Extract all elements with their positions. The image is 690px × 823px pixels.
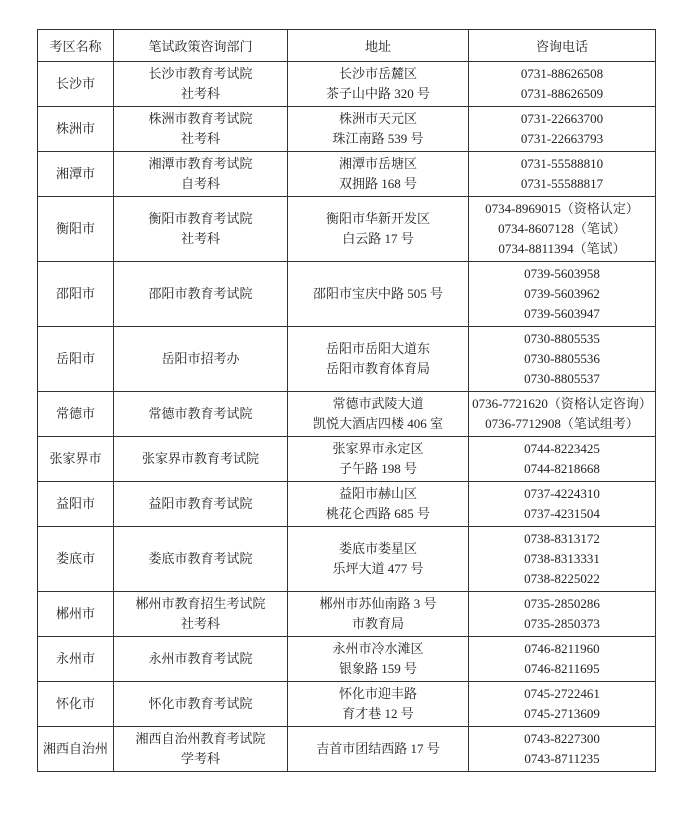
header-address: 地址 [288, 30, 469, 62]
phone-cell-line: 0731-55588810 [520, 156, 604, 171]
department-cell-line: 张家界市教育考试院 [141, 451, 259, 466]
address-cell [288, 527, 469, 592]
region-cell [38, 62, 114, 107]
table-row [38, 327, 656, 392]
region-cell [38, 152, 114, 197]
address-cell-line: 凯悦大酒店四楼 406 室 [312, 416, 443, 431]
table-row [38, 262, 656, 327]
department-cell-line: 益阳市教育考试院 [148, 496, 253, 511]
region-cell [38, 482, 114, 527]
phone-cell [469, 327, 656, 392]
phone-cell-line: 0731-88626508 [520, 66, 604, 81]
region-cell-line: 衡阳市 [55, 221, 95, 236]
address-cell-line: 银象路 159 号 [338, 661, 417, 676]
phone-cell [469, 107, 656, 152]
phone-cell-line: 0738-8313172 [524, 531, 600, 546]
phone-cell-line: 0735-2850286 [524, 596, 600, 611]
address-cell [288, 62, 469, 107]
phone-cell [469, 682, 656, 727]
address-cell-line: 市教育局 [351, 616, 404, 631]
region-cell-line: 株洲市 [55, 121, 95, 136]
phone-cell-line: 0745-2713609 [524, 706, 600, 721]
region-cell [38, 682, 114, 727]
region-cell [38, 327, 114, 392]
address-cell [288, 482, 469, 527]
department-cell-line: 常德市教育考试院 [148, 406, 253, 421]
department-cell-line: 衡阳市教育考试院 [148, 211, 253, 226]
department-cell-line: 湘西自治州教育考试院 [135, 731, 266, 746]
address-cell-line: 吉首市团结西路 17 号 [316, 741, 440, 756]
department-cell [114, 727, 288, 772]
region-cell-line: 邵阳市 [55, 286, 95, 301]
address-cell-line: 娄底市娄星区 [338, 541, 417, 556]
address-cell-line: 邵阳市宝庆中路 505 号 [312, 286, 443, 301]
phone-cell-line: 0737-4231504 [524, 506, 600, 521]
department-cell-line: 株洲市教育考试院 [148, 111, 253, 126]
region-cell-line: 湘西自治州 [42, 741, 108, 756]
phone-cell [469, 527, 656, 592]
department-cell-line: 长沙市教育考试院 [148, 66, 253, 81]
address-cell-line: 岳阳市教育体育局 [325, 361, 430, 376]
phone-cell [469, 592, 656, 637]
department-cell [114, 437, 288, 482]
phone-cell-line: 0744-8223425 [524, 441, 600, 456]
region-cell-line: 郴州市 [55, 606, 95, 621]
address-cell [288, 262, 469, 327]
region-cell [38, 637, 114, 682]
table-row [38, 392, 656, 437]
phone-cell-line: 0739-5603962 [524, 286, 600, 301]
phone-cell [469, 152, 656, 197]
region-cell [38, 107, 114, 152]
address-cell-line: 白云路 17 号 [342, 231, 414, 246]
region-cell-line: 常德市 [55, 406, 95, 421]
address-cell-line: 怀化市迎丰路 [338, 686, 417, 701]
department-cell [114, 592, 288, 637]
address-cell [288, 637, 469, 682]
department-cell-line: 自考科 [180, 176, 220, 191]
table-row [38, 437, 656, 482]
phone-cell-line: 0736-7712908（笔试组考） [485, 416, 639, 431]
address-cell [288, 107, 469, 152]
region-cell-line: 怀化市 [55, 696, 95, 711]
department-cell [114, 327, 288, 392]
department-cell-line: 郴州市教育招生考试院 [135, 596, 266, 611]
phone-cell-line: 0744-8218668 [524, 461, 600, 476]
address-cell-line: 常德市武陵大道 [332, 396, 424, 411]
table-row [38, 682, 656, 727]
table-row [38, 107, 656, 152]
address-cell-line: 育才巷 12 号 [342, 706, 414, 721]
table-header-row [38, 30, 656, 62]
exam-region-contact-table [37, 29, 656, 772]
phone-cell [469, 637, 656, 682]
phone-cell [469, 197, 656, 262]
phone-cell-line: 0746-8211960 [524, 641, 600, 656]
address-cell [288, 152, 469, 197]
address-cell-line: 岳阳市岳阳大道东 [325, 341, 430, 356]
address-cell [288, 727, 469, 772]
phone-cell-line: 0745-2722461 [524, 686, 600, 701]
address-cell [288, 197, 469, 262]
phone-cell-line: 0731-55588817 [520, 176, 604, 191]
table-row [38, 592, 656, 637]
department-cell-line: 邵阳市教育考试院 [148, 286, 253, 301]
department-cell-line: 社考科 [180, 616, 220, 631]
phone-cell-line: 0737-4224310 [524, 486, 600, 501]
department-cell [114, 197, 288, 262]
table-row [38, 637, 656, 682]
table-row [38, 527, 656, 592]
header-region-name: 考区名称 [38, 30, 114, 62]
address-cell [288, 437, 469, 482]
phone-cell-line: 0739-5603947 [524, 306, 600, 321]
table-row [38, 482, 656, 527]
region-cell [38, 592, 114, 637]
department-cell-line: 怀化市教育考试院 [148, 696, 253, 711]
phone-cell [469, 727, 656, 772]
phone-cell-line: 0734-8811394（笔试） [498, 241, 626, 256]
table-row [38, 197, 656, 262]
phone-cell-line: 0731-88626509 [520, 86, 604, 101]
department-cell [114, 482, 288, 527]
table-row [38, 727, 656, 772]
header-consult-phone: 咨询电话 [469, 30, 656, 62]
phone-cell-line: 0743-8711235 [524, 751, 600, 766]
region-cell-line: 益阳市 [55, 496, 95, 511]
region-cell-line: 张家界市 [49, 451, 102, 466]
phone-cell-line: 0731-22663793 [520, 131, 604, 146]
header-consult-department: 笔试政策咨询部门 [114, 30, 288, 62]
region-cell-line: 岳阳市 [55, 351, 95, 366]
region-cell-line: 永州市 [55, 651, 95, 666]
phone-cell-line: 0735-2850373 [524, 616, 600, 631]
department-cell-line: 娄底市教育考试院 [148, 551, 253, 566]
address-cell [288, 592, 469, 637]
department-cell [114, 152, 288, 197]
phone-cell [469, 437, 656, 482]
region-cell-line: 长沙市 [55, 76, 95, 91]
region-cell [38, 527, 114, 592]
phone-cell-line: 0730-8805536 [524, 351, 600, 366]
address-cell-line: 张家界市永定区 [332, 441, 424, 456]
department-cell-line: 永州市教育考试院 [148, 651, 253, 666]
address-cell-line: 桃花仑西路 685 号 [325, 506, 430, 521]
region-cell-line: 娄底市 [55, 551, 95, 566]
phone-cell-line: 0743-8227300 [524, 731, 600, 746]
address-cell-line: 永州市冷水滩区 [332, 641, 424, 656]
department-cell [114, 262, 288, 327]
department-cell-line: 社考科 [180, 131, 220, 146]
address-cell-line: 长沙市岳麓区 [338, 66, 417, 81]
department-cell-line: 岳阳市招考办 [161, 351, 240, 366]
phone-cell-line: 0736-7721620（资格认定咨询） [472, 396, 652, 411]
phone-cell-line: 0738-8225022 [524, 571, 600, 586]
table-body [38, 62, 656, 772]
address-cell-line: 子午路 198 号 [338, 461, 417, 476]
address-cell-line: 湘潭市岳塘区 [338, 156, 417, 171]
department-cell [114, 392, 288, 437]
region-cell-line: 湘潭市 [55, 166, 95, 181]
phone-cell-line: 0730-8805535 [524, 331, 600, 346]
address-cell-line: 株洲市天元区 [338, 111, 417, 126]
region-cell [38, 392, 114, 437]
address-cell-line: 益阳市赫山区 [338, 486, 417, 501]
table-row [38, 62, 656, 107]
phone-cell [469, 392, 656, 437]
region-cell [38, 727, 114, 772]
department-cell-line: 社考科 [180, 86, 220, 101]
address-cell-line: 郴州市苏仙南路 3 号 [319, 596, 437, 611]
department-cell-line: 湘潭市教育考试院 [148, 156, 253, 171]
phone-cell-line: 0734-8969015（资格认定） [485, 201, 639, 216]
region-cell [38, 437, 114, 482]
department-cell-line: 学考科 [180, 751, 220, 766]
address-cell [288, 682, 469, 727]
region-cell [38, 262, 114, 327]
phone-cell-line: 0739-5603958 [524, 266, 600, 281]
phone-cell-line: 0730-8805537 [524, 371, 600, 386]
address-cell-line: 茶子山中路 320 号 [325, 86, 430, 101]
phone-cell-line: 0731-22663700 [520, 111, 604, 126]
department-cell [114, 62, 288, 107]
department-cell [114, 107, 288, 152]
region-cell [38, 197, 114, 262]
department-cell-line: 社考科 [180, 231, 220, 246]
table-row [38, 152, 656, 197]
phone-cell-line: 0746-8211695 [524, 661, 600, 676]
department-cell [114, 682, 288, 727]
address-cell [288, 392, 469, 437]
phone-cell-line: 0734-8607128（笔试） [498, 221, 626, 236]
department-cell [114, 527, 288, 592]
department-cell [114, 637, 288, 682]
address-cell-line: 乐坪大道 477 号 [332, 561, 424, 576]
phone-cell [469, 62, 656, 107]
phone-cell [469, 262, 656, 327]
phone-cell-line: 0738-8313331 [524, 551, 600, 566]
phone-cell [469, 482, 656, 527]
address-cell-line: 珠江南路 539 号 [332, 131, 424, 146]
address-cell [288, 327, 469, 392]
address-cell-line: 衡阳市华新开发区 [325, 211, 430, 226]
address-cell-line: 双拥路 168 号 [338, 176, 417, 191]
